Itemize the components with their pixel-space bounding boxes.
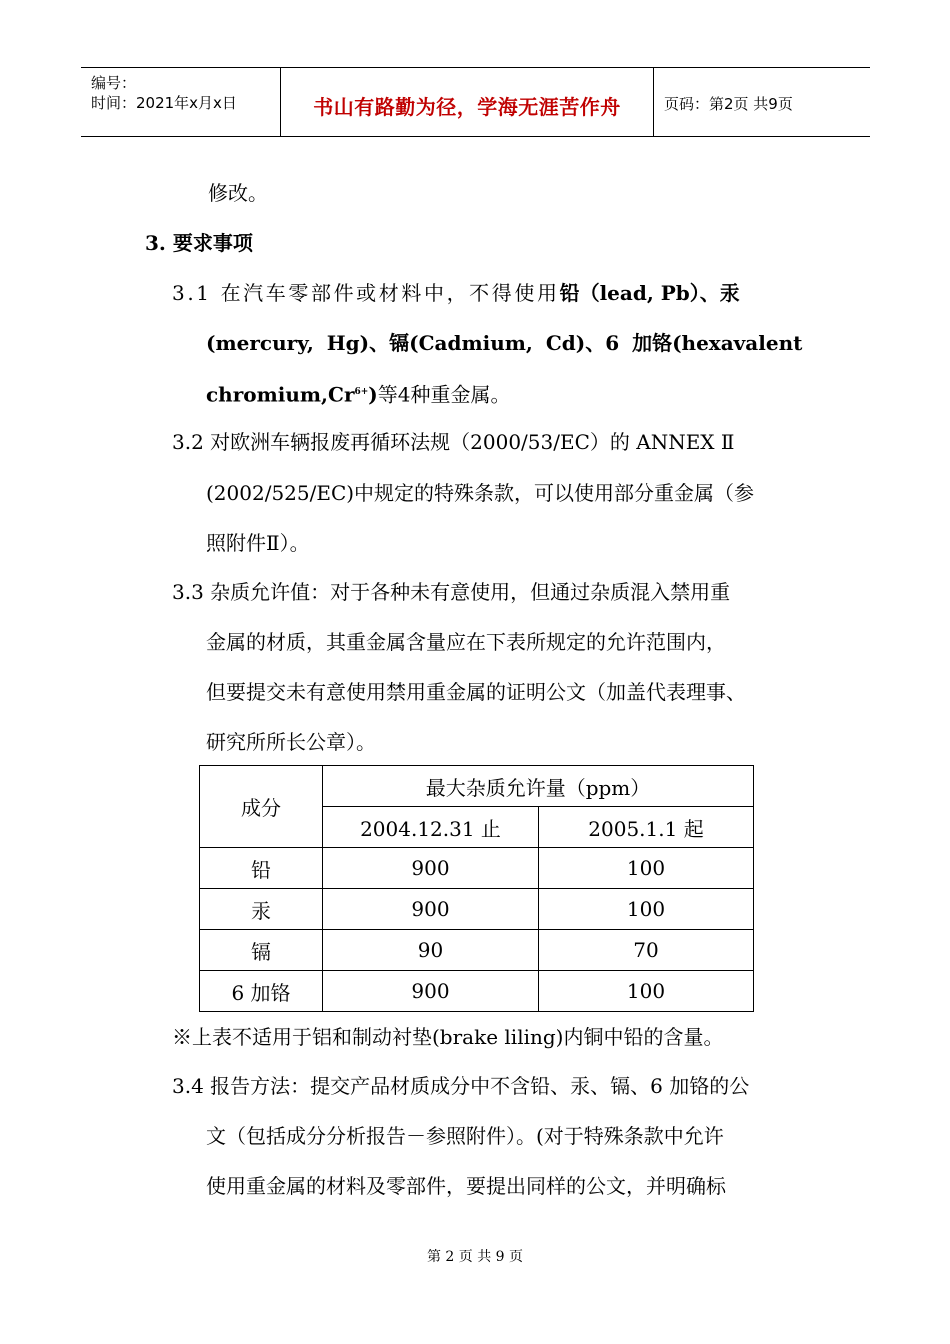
header-page-label: 页码：第2页 共9页 <box>664 95 793 113</box>
document-header <box>81 67 870 137</box>
header-motto: 书山有路勤为径，学海无涯苦作舟 <box>313 95 621 119</box>
p31-text-b: 铅（lead, Pb）、汞 <box>559 281 740 305</box>
header-number-label: 编号： <box>91 74 137 92</box>
paragraph-3-1-line-2: (mercury, Hg)、镉(Cadmium, Cd)、6 加铬(hexavalent <box>206 331 803 355</box>
header-page-cell <box>654 68 870 136</box>
table-header-from: 2005.1.1 起 <box>539 807 754 848</box>
header-motto-cell <box>281 68 654 136</box>
table-cell-from: 100 <box>539 971 754 1012</box>
table-header-max: 最大杂质允许量（ppm） <box>323 766 754 807</box>
paragraph-3-3-line-4: 研究所所长公章）。 <box>206 730 376 754</box>
paragraph-3-4-line-3: 使用重金属的材料及零部件，要提出同样的公文，并明确标 <box>206 1174 726 1198</box>
header-info-cell <box>81 68 281 136</box>
table-row <box>200 971 754 1012</box>
paragraph-3-1-line-3 <box>206 379 511 408</box>
section-title: 3. 要求事项 <box>145 231 253 255</box>
paragraph-3-4-line-1: 3.4 报告方法：提交产品材质成分中不含铅、汞、镉、6 加铬的公 <box>172 1074 750 1098</box>
table-cell-from: 100 <box>539 848 754 889</box>
table-header-component: 成分 <box>200 766 323 848</box>
page-footer: 第 2 页 共 9 页 <box>426 1249 524 1265</box>
table-cell-until: 900 <box>323 848 539 889</box>
p31-text-d1: chromium,Cr <box>206 382 355 407</box>
paragraph-3-3-line-3: 但要提交未有意使用禁用重金属的证明公文（加盖代表理事、 <box>206 680 746 704</box>
paragraph-3-2-line-3: 照附件Ⅱ）。 <box>206 531 310 555</box>
table-row <box>200 930 754 971</box>
p31-text-d3: 等4种重金属。 <box>377 382 511 407</box>
p31-text-d2: ) <box>368 382 378 407</box>
table-cell-component: 6 加铬 <box>200 971 323 1012</box>
table-note: ※上表不适用于铝和制动衬垫(brake liling)内铜中铅的含量。 <box>172 1025 724 1049</box>
p31-text-a: 3.1 在汽车零部件或材料中，不得使用 <box>172 281 560 305</box>
p31-superscript: 6+ <box>354 387 369 397</box>
table-cell-component: 铅 <box>200 848 323 889</box>
table-cell-until: 900 <box>323 971 539 1012</box>
table-cell-until: 900 <box>323 889 539 930</box>
table-header-until: 2004.12.31 止 <box>323 807 539 848</box>
paragraph-3-2-line-2: (2002/525/EC)中规定的特殊条款，可以使用部分重金属（参 <box>206 481 755 505</box>
table-row <box>200 889 754 930</box>
paragraph-3-3-line-1: 3.3 杂质允许值：对于各种未有意使用，但通过杂质混入禁用重 <box>172 580 731 604</box>
paragraph-3-3-line-2: 金属的材质，其重金属含量应在下表所规定的允许范围内， <box>206 630 726 654</box>
table-cell-from: 100 <box>539 889 754 930</box>
paragraph-3-1-line-1 <box>172 280 740 306</box>
text-line-modify: 修改。 <box>208 181 268 205</box>
table-cell-component: 镉 <box>200 930 323 971</box>
table-cell-until: 90 <box>323 930 539 971</box>
paragraph-3-4-line-2: 文（包括成分分析报告－参照附件）。(对于特殊条款中允许 <box>206 1124 724 1148</box>
header-date-label: 时间：2021年x月x日 <box>91 94 237 112</box>
paragraph-3-2-line-1: 3.2 对欧洲车辆报废再循环法规（2000/53/EC）的 ANNEX Ⅱ <box>172 430 735 454</box>
table-header-row <box>200 766 754 807</box>
table-cell-component: 汞 <box>200 889 323 930</box>
table-cell-from: 70 <box>539 930 754 971</box>
impurity-limit-table <box>199 765 754 1012</box>
table-row <box>200 848 754 889</box>
